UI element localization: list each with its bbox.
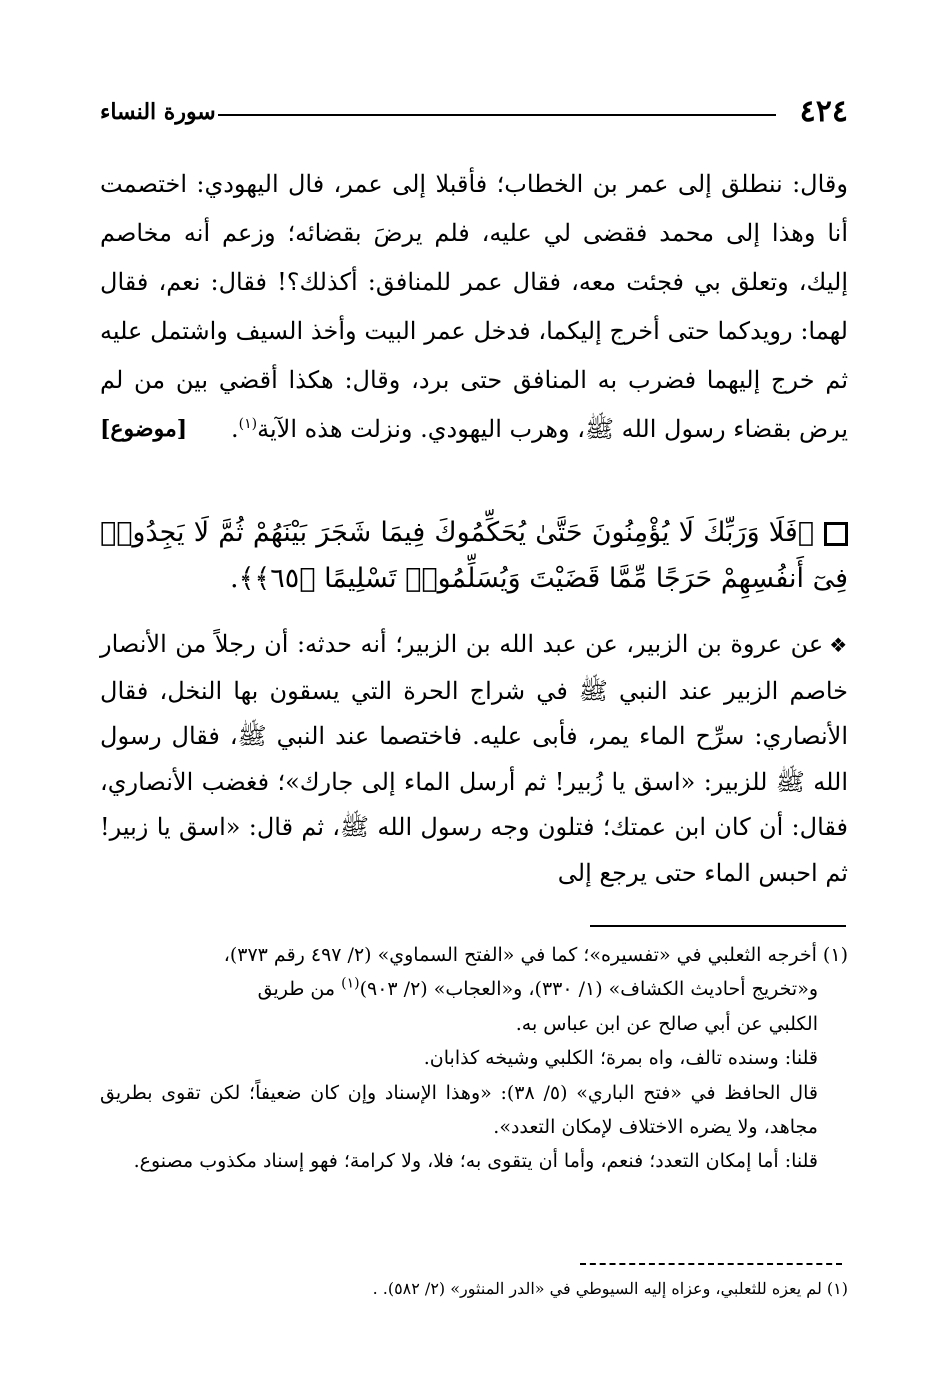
sub-footnote-separator xyxy=(580,1263,842,1265)
footnote-reference: (١) xyxy=(238,416,258,432)
narration-text: عن عروة بن الزبير، عن عبد الله بن الزبير؛ أنه حدثه: أن رجلاً من الأنصار خاصم الزبير عند النبي ﷺ في شراج الحرة التي يسقون بها النخل، فقال الأنصاري: سرِّح الماء يمر، فأبى عليه. فاختصما عند النبي ﷺ، فقال رسول الله ﷺ للزبير: «اسق يا زُبير! ثم أرسل الماء إلى جارك»؛ فغضب الأنصاري، فقال: أن كان ابن عمتك؛ فتلون وجه رسول الله ﷺ، ثم قال: «اسق يا زبير! ثم احبس الماء حتى يرجع إلى xyxy=(100,630,848,887)
story-paragraph xyxy=(100,160,848,454)
footnote-line: الكلبي عن أبي صالح عن ابن عباس به. xyxy=(515,1012,818,1035)
square-bullet-icon xyxy=(824,522,848,546)
quran-verse xyxy=(100,510,848,602)
page-header xyxy=(100,92,848,132)
main-paragraph xyxy=(100,160,848,454)
header-rule xyxy=(218,114,776,116)
grade-label: [موضوع] xyxy=(100,416,188,442)
footnotes xyxy=(100,938,848,1179)
verse-text: ﴿فَلَا وَرَبِّكَ لَا يُؤْمِنُونَ حَتَّىٰ يُحَكِّمُوكَ فِيمَا شَجَرَ بَيْنَهُمْ ثُمَّ لَا يَجِدُوا۟ فِىٓ أَنفُسِهِمْ حَرَجًا مِّمَّا قَضَيْتَ وَيُسَلِّمُوا۟ تَسْلِيمًا ﴿٦٥﴾﴾. xyxy=(100,517,848,594)
surah-name: سورة النساء xyxy=(100,99,216,125)
footnote-line: (١) أخرجه الثعلبي في «تفسيره»؛ كما في «الفتح السماوي» (٢/ ٤٩٧ رقم ٣٧٣)، xyxy=(223,944,848,966)
page-number: ٤٢٤ xyxy=(799,94,848,129)
footnote-line: قال الحافظ في «فتح الباري» (٥/ ٣٨): «وهذا الإسناد وإن كان ضعيفاً؛ لكن تقوى بطريق مجاهد، ولا يضره الاختلاف لإمكان التعدد». xyxy=(100,1081,818,1139)
story-end-period: . xyxy=(231,415,239,443)
sub-footnote: (١) لم يعزه للثعلبي، وعزاه إليه السيوطي في «الدر المنثور» (٢/ ٥٨٢). . xyxy=(372,1279,848,1298)
footnote-separator xyxy=(590,925,846,927)
narration-paragraph xyxy=(100,622,848,897)
story-text: وقال: ننطلق إلى عمر بن الخطاب؛ فأقبلا إلى عمر، فال اليهودي: اختصمت أنا وهذا إلى محمد فقضى لي عليه، فلم يرضَ بقضائه؛ وزعم أنه مخاصم إليك، وتعلق بي فجئت معه، فقال عمر للمنافق: أكذلك؟! فقال: نعم، فقال لهما: رويدكما حتى أخرج إليكما، فدخل عمر البيت وأخذ السيف واشتمل عليه ثم خرج إليهما فضرب به المنافق حتى برد، وقال: هكذا أقضي بين من لم يرض بقضاء رسول الله ﷺ، وهرب اليهودي. ونزلت هذه الآية xyxy=(100,170,848,443)
footnote-line: و«تخريج أحاديث الكشاف» (١/ ٣٣٠)، و«العجاب» (٢/ ٩٠٣)$^{(١)}$ من طريق xyxy=(257,976,818,1001)
footnote-line: قلنا: وسنده تالف، واه بمرة؛ الكلبي وشيخه كذابان. xyxy=(423,1047,818,1070)
diamond-bullet-icon: ❖ xyxy=(829,633,848,657)
footnote-line: قلنا: أما إمكان التعدد؛ فنعم، وأما أن يتقوى به؛ فلا، ولا كرامة؛ فهو إسناد مكذوب مصنوع. xyxy=(133,1150,818,1173)
sub-footnote-reference: (١) xyxy=(341,976,360,993)
